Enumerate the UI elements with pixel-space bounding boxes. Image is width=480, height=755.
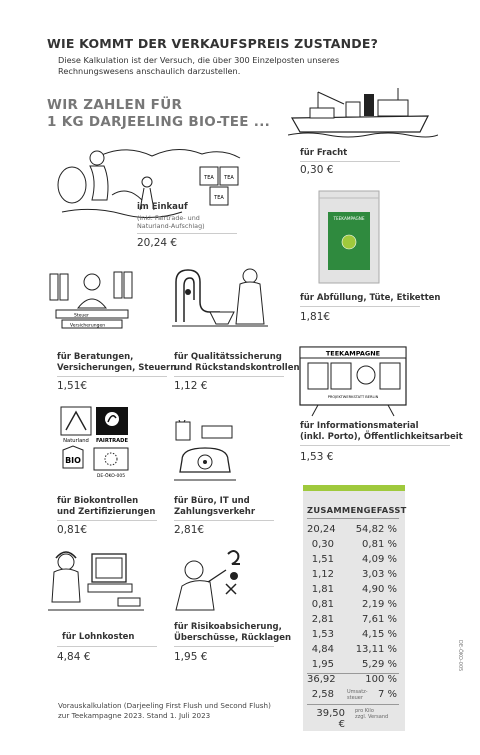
risiko-price: 1,95 €	[174, 651, 208, 663]
summary-total-amount: 39,50 €	[316, 708, 345, 730]
summary-percent: 13,11 %	[355, 644, 397, 655]
summary-row-information	[307, 629, 397, 642]
summary-percent: 4,15 %	[362, 629, 397, 640]
summary-percent: 3,03 %	[362, 569, 397, 580]
summary-tax-row	[307, 689, 397, 702]
summary-percent: 2,19 %	[362, 599, 397, 610]
summary-subtotal-row	[307, 674, 397, 687]
summary-total-row	[307, 708, 403, 730]
abfuellung-label: für Abfüllung, Tüte, Etiketten	[300, 293, 441, 303]
summary-percent: 54,82 %	[355, 524, 397, 535]
information-label-line1: für Informationsmaterial	[300, 421, 419, 431]
summary-amount: 1,81	[311, 584, 334, 595]
summary-title: ZUSAMMENGEFASST	[307, 505, 407, 515]
subheading	[47, 97, 270, 131]
computer-worker-illustration	[48, 548, 144, 618]
qualitaet-label-line2: und Rückstandskontrollen	[174, 363, 300, 373]
summary-tax-amount: 2,58	[311, 689, 334, 700]
summary-percent: 7,61 %	[362, 614, 397, 625]
summary-row-qualitaet	[307, 569, 397, 582]
biokontrolle-divider	[57, 520, 157, 521]
buero-price: 2,81€	[174, 524, 205, 536]
summary-amount: 1,53	[311, 629, 334, 640]
risiko-label-line1: für Risikoabsicherung,	[174, 622, 282, 632]
biokontrolle-label-line2: und Zertifizierungen	[57, 507, 156, 517]
summary-percent: 0,81 %	[362, 539, 397, 550]
information-price: 1,53 €	[300, 451, 334, 463]
tea-box-text-1: TEA	[204, 175, 214, 181]
summary-row-lohn	[307, 644, 397, 657]
summary-row-einkauf	[307, 524, 397, 537]
juggler-illustration	[170, 548, 250, 618]
tea-bag-illustration	[318, 190, 380, 284]
summary-amount: 0,81	[311, 599, 334, 610]
summary-percent: 5,29 %	[362, 659, 397, 670]
summary-title-divider	[307, 518, 399, 519]
summary-row-biokontrolle	[307, 599, 397, 612]
summary-amount: 1,51	[311, 554, 334, 565]
biokontrolle-price: 0,81€	[57, 524, 88, 536]
total-label-line2: zzgl. Versand	[355, 713, 389, 720]
beratung-divider	[57, 376, 167, 377]
naturland-logo-text: Naturland	[63, 438, 89, 444]
abfuellung-divider	[300, 306, 420, 307]
summary-total-divider	[307, 704, 399, 705]
tea-box-text-2: TEA	[224, 175, 234, 181]
qualitaet-divider	[174, 376, 284, 377]
tax-label-line1: Umsatz-	[347, 689, 368, 695]
folder-steuer-text: Steuer	[74, 313, 89, 319]
lohn-divider	[57, 646, 157, 647]
footer-note	[58, 701, 298, 721]
footer-line1: Vorauskalkulation (Darjeeling First Flush und Second Flush)	[58, 701, 271, 710]
bag-brand-text: TEEKAMPAGNE	[333, 216, 365, 221]
fairtrade-logo-text: FAIRTRADE	[95, 438, 129, 444]
summary-amount: 1,95	[311, 659, 334, 670]
beratung-label-line1: für Beratungen,	[57, 352, 134, 362]
tea-box-text-3: TEA	[214, 195, 224, 201]
beratung-price: 1,51€	[57, 380, 88, 392]
total-label-line1: pro Kilo	[355, 708, 374, 714]
qualitaet-label-line1: für Qualitätssicherung	[174, 352, 282, 362]
risiko-label-line2: Überschüsse, Rücklagen	[174, 633, 292, 643]
summary-amount: 0,30	[311, 539, 334, 550]
information-divider	[300, 445, 450, 446]
bio-logo-text: BIO	[65, 456, 81, 465]
fracht-price: 0,30 €	[300, 164, 334, 176]
summary-total-label	[355, 709, 388, 720]
buero-divider	[174, 520, 274, 521]
summary-subtotal-percent: 100 %	[365, 674, 397, 685]
office-telephone-illustration	[172, 420, 238, 486]
lohn-price: 4,84 €	[57, 651, 91, 663]
board-subtitle-text: PROJEKTWERKSTATT BERLIN	[327, 395, 379, 399]
einkauf-price: 20,24 €	[137, 237, 178, 249]
summary-row-beratung	[307, 554, 397, 567]
beratung-label-line2: Versicherungen, Steuern	[57, 363, 177, 373]
information-label-line2: (inkl. Porto), Öffentlichkeitsarbeit	[300, 432, 463, 442]
folder-versicherungen-text: Versicherungen	[70, 323, 106, 329]
intro-text: Diese Kalkulation ist der Versuch, die über 300 Einzelposten unseres Rechnungswesens anschaulich darzustellen.	[58, 55, 340, 76]
abfuellung-price: 1,81€	[300, 311, 331, 323]
einkauf-note-line1: (inkl. Fairtrade- und	[137, 214, 200, 222]
summary-amount: 1,12	[311, 569, 334, 580]
summary-percent: 4,09 %	[362, 554, 397, 565]
fracht-label: für Fracht	[300, 148, 348, 158]
buero-label-line1: für Büro, IT und	[174, 496, 250, 506]
fracht-divider	[300, 161, 400, 162]
tea-boxes-illustration	[196, 165, 240, 207]
certification-logos	[60, 406, 140, 482]
advisor-illustration	[48, 268, 144, 330]
summary-row-fracht	[307, 539, 397, 552]
summary-subtotal-amount: 36,92	[307, 674, 336, 685]
info-board-illustration	[298, 345, 408, 417]
tax-label-line2: steuer	[347, 694, 363, 701]
eu-bio-code-text: DE-ÖKO-005	[96, 474, 126, 479]
buero-label-line2: Zahlungsverkehr	[174, 507, 256, 517]
subheading-line1: WIR ZAHLEN FÜR	[47, 97, 183, 113]
footer-line2: zur Teekampagne 2023. Stand 1. Juli 2023	[58, 711, 211, 720]
summary-row-risiko	[307, 659, 397, 672]
cargo-ship-illustration	[288, 88, 438, 140]
page-title: WIE KOMMT DER VERKAUFSPREIS ZUSTANDE?	[47, 36, 379, 51]
biokontrolle-label-line1: für Biokontrollen	[57, 496, 139, 506]
summary-percent: 4,90 %	[362, 584, 397, 595]
summary-amount: 4,84	[311, 644, 334, 655]
qualitaet-price: 1,12 €	[174, 380, 208, 392]
summary-row-buero	[307, 614, 397, 627]
summary-tax-percent: 7 %	[377, 689, 397, 700]
summary-amount: 2,81	[311, 614, 334, 625]
summary-row-abfuellung	[307, 584, 397, 597]
lohn-label: für Lohnkosten	[62, 632, 135, 642]
summary-amount: 20,24	[307, 524, 336, 535]
einkauf-divider	[137, 233, 237, 234]
subheading-line2: 1 KG DARJEELING BIO-TEE ...	[47, 114, 271, 130]
lab-illustration	[170, 262, 270, 332]
einkauf-note-line2: Naturland-Aufschlag)	[137, 222, 205, 230]
side-certification-code: DE-ÖKO-005	[457, 640, 463, 672]
risiko-divider	[174, 646, 274, 647]
board-title-text: TEEKAMPAGNE	[325, 349, 381, 358]
einkauf-label: im Einkauf	[137, 202, 188, 212]
